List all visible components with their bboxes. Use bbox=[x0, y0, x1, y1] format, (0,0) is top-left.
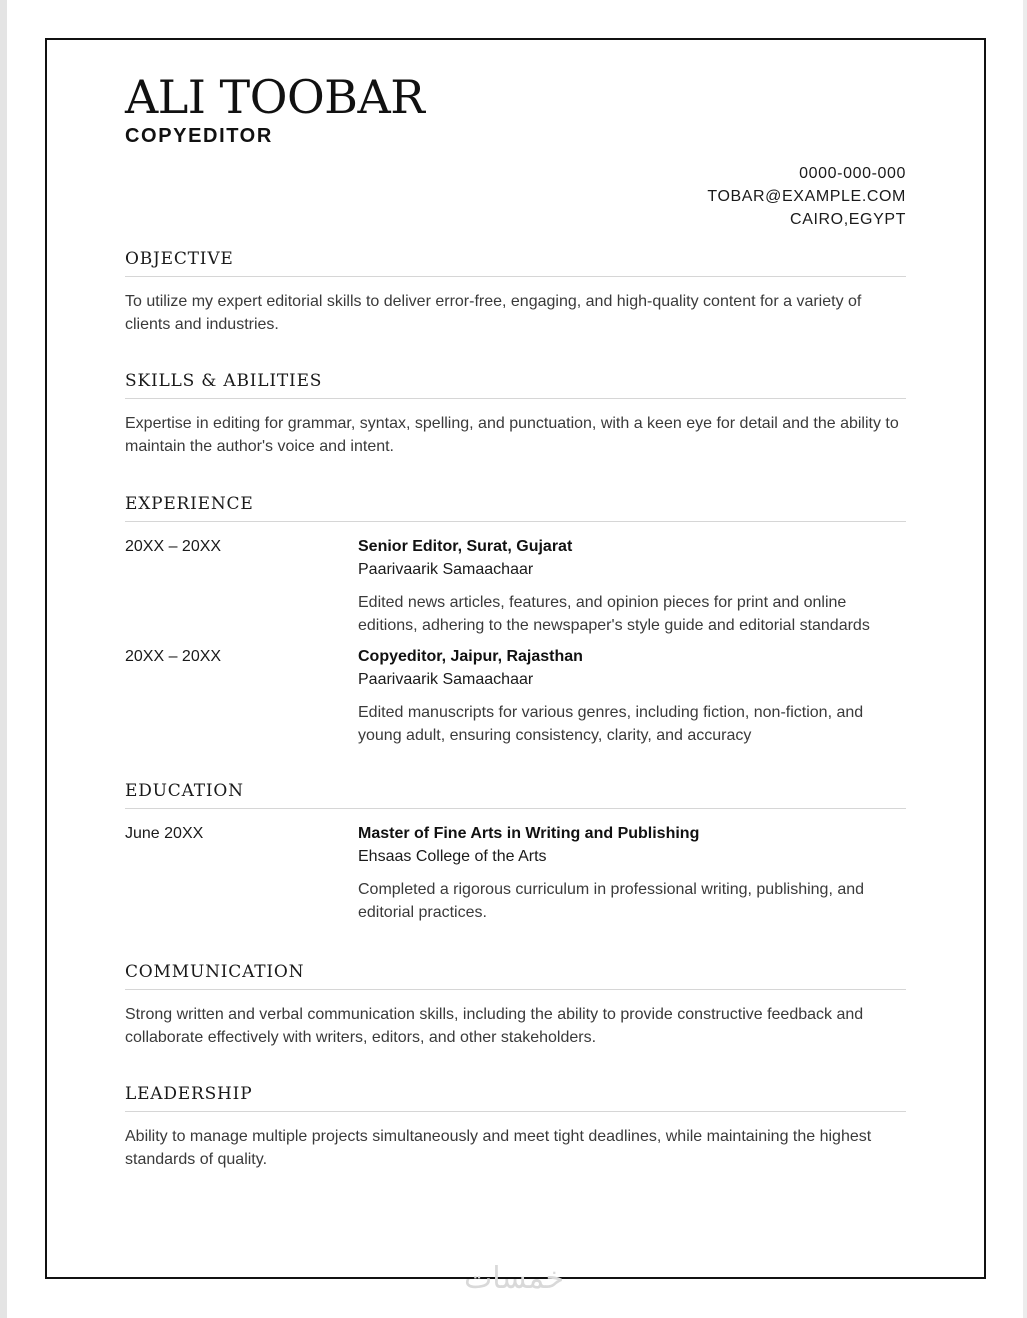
entry-description: Edited manuscripts for various genres, including fiction, non-fiction, and young adult, ensuring consistency, clarity, and accuracy bbox=[358, 704, 864, 744]
contact-block bbox=[707, 162, 906, 231]
entry-description: Edited news articles, features, and opinion pieces for print and online editions, adhering to the newspaper's style guide and editorial standards bbox=[358, 594, 870, 634]
right-margin-shade bbox=[1023, 0, 1027, 1318]
objective-text: To utilize my expert editorial skills to deliver error-free, engaging, and high-quality content for a variety of clients and industries. bbox=[125, 293, 862, 333]
skills-heading: SKILLS & ABILITIES bbox=[125, 370, 906, 399]
entry-body bbox=[358, 822, 906, 924]
experience-heading: EXPERIENCE bbox=[125, 493, 906, 522]
entry-organization: Paarivaarik Samaachaar bbox=[358, 561, 534, 578]
watermark-logo: خمسات bbox=[463, 1261, 565, 1296]
communication-heading: COMMUNICATION bbox=[125, 961, 906, 990]
objective-heading: OBJECTIVE bbox=[125, 248, 906, 277]
entry-title: Copyeditor, Jaipur, Rajasthan bbox=[358, 648, 583, 665]
skills-section bbox=[125, 370, 906, 458]
entry-date: 20XX – 20XX bbox=[125, 538, 222, 555]
leadership-heading: LEADERSHIP bbox=[125, 1083, 906, 1112]
entry-body bbox=[358, 535, 906, 637]
communication-section bbox=[125, 961, 906, 1049]
contact-phone: 0000-000-000 bbox=[799, 165, 906, 182]
left-margin-shade bbox=[0, 0, 7, 1318]
education-heading: EDUCATION bbox=[125, 780, 906, 809]
entry-description: Completed a rigorous curriculum in professional writing, publishing, and editorial practices. bbox=[358, 881, 865, 921]
education-entry bbox=[125, 822, 906, 924]
experience-section bbox=[125, 493, 906, 747]
entry-organization: Ehsaas College of the Arts bbox=[358, 848, 547, 865]
entry-body bbox=[358, 645, 906, 747]
entry-date: June 20XX bbox=[125, 825, 204, 842]
leadership-text: Ability to manage multiple projects simultaneously and meet tight deadlines, while maintaining the highest standards of quality. bbox=[125, 1128, 872, 1168]
entry-title: Senior Editor, Surat, Gujarat bbox=[358, 538, 573, 555]
experience-entry bbox=[125, 535, 906, 637]
entry-title: Master of Fine Arts in Writing and Publishing bbox=[358, 825, 700, 842]
candidate-role: COPYEDITOR bbox=[125, 125, 273, 147]
candidate-name: ALI TOOBAR bbox=[125, 70, 425, 124]
entry-date: 20XX – 20XX bbox=[125, 648, 222, 665]
leadership-section bbox=[125, 1083, 906, 1171]
contact-email: TOBAR@EXAMPLE.COM bbox=[707, 188, 906, 205]
education-section bbox=[125, 780, 906, 924]
experience-entry bbox=[125, 645, 906, 747]
objective-section bbox=[125, 248, 906, 336]
contact-location: CAIRO,EGYPT bbox=[790, 211, 906, 228]
skills-text: Expertise in editing for grammar, syntax, spelling, and punctuation, with a keen eye for detail and the ability to maintain the author's voice and intent. bbox=[125, 415, 899, 455]
communication-text: Strong written and verbal communication skills, including the ability to provide constructive feedback and collaborate effectively with writers, editors, and other stakeholders. bbox=[125, 1006, 864, 1046]
entry-organization: Paarivaarik Samaachaar bbox=[358, 671, 534, 688]
